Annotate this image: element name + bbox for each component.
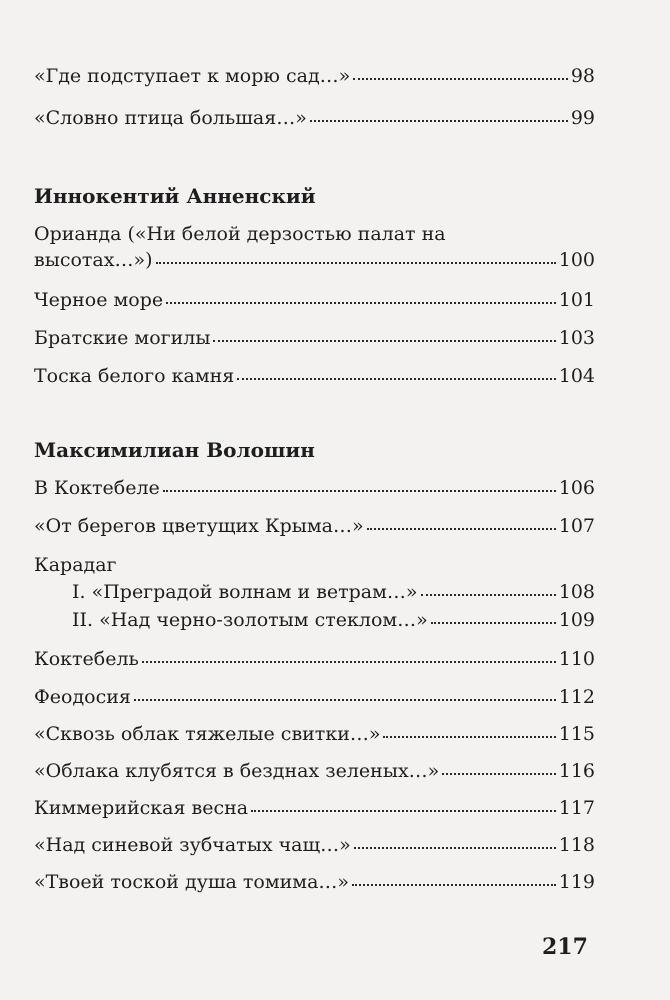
dot-leader xyxy=(442,769,555,775)
dot-leader xyxy=(367,524,556,530)
toc-entry xyxy=(34,833,595,857)
toc-entry-page: 107 xyxy=(558,515,595,537)
toc-entry-title: «Облака клубятся в безднах зеленых…» xyxy=(34,760,440,782)
toc-entry-page: 104 xyxy=(558,365,595,387)
dot-leader xyxy=(166,298,556,304)
toc-entry xyxy=(34,514,595,538)
dot-leader xyxy=(353,74,568,80)
toc-entry-title: «Словно птица большая…» xyxy=(34,107,307,129)
toc-entry xyxy=(34,647,595,671)
toc-entry-page: 101 xyxy=(558,289,595,311)
toc-entry xyxy=(34,476,595,500)
toc-entry-title-line1: Ориандa («Ни белой дерзостью палат на xyxy=(34,223,446,245)
toc-entry-page: 106 xyxy=(558,477,595,499)
toc-entry-title: В Коктебеле xyxy=(34,477,160,499)
toc-entry-page: 119 xyxy=(558,871,595,893)
dot-leader xyxy=(237,374,555,380)
dot-leader xyxy=(383,732,555,738)
toc-entry xyxy=(34,106,595,130)
toc-entry-title: «От берегов цветущих Крыма…» xyxy=(34,515,364,537)
toc-entry xyxy=(34,685,595,709)
dot-leader xyxy=(310,116,568,122)
toc-entry-title: Феодосия xyxy=(34,686,131,708)
toc-entry-page: 98 xyxy=(570,65,595,87)
toc-entry-page: 118 xyxy=(558,834,595,856)
toc-entry-title: «Сквозь облак тяжелые свитки…» xyxy=(34,723,381,745)
dot-leader xyxy=(213,336,555,342)
toc-entry xyxy=(34,870,595,894)
toc-entry-title: «Твоей тоской душа томима…» xyxy=(34,871,350,893)
toc-entry-page: 115 xyxy=(558,723,595,745)
toc-subentry xyxy=(72,608,595,632)
author-heading-voloshin: Максимилиан Волошин xyxy=(34,438,315,462)
toc-entry-title: I. «Преградой волнам и ветрам…» xyxy=(72,581,418,603)
toc-entry-title: Коктебель xyxy=(34,648,139,670)
toc-entry-title: «Где подступает к морю сад…» xyxy=(34,65,351,87)
toc-entry-page: 103 xyxy=(558,327,595,349)
toc-entry-title-line2: высотах…») xyxy=(34,249,153,271)
toc-entry-page: 112 xyxy=(558,686,595,708)
page-number: 217 xyxy=(542,934,588,960)
toc-entry xyxy=(34,364,595,388)
toc-entry-title: «Над синевой зубчатых чащ…» xyxy=(34,834,351,856)
toc-entry-title: Тоска белого камня xyxy=(34,365,235,387)
dot-leader xyxy=(352,880,556,886)
dot-leader xyxy=(163,486,556,492)
toc-entry-page: 109 xyxy=(558,609,595,631)
toc-group-title: Карадаг xyxy=(34,554,117,576)
toc-entry-title: Киммерийская весна xyxy=(34,797,249,819)
toc-entry xyxy=(34,64,595,88)
toc-entry xyxy=(34,722,595,746)
toc-entry xyxy=(34,288,595,312)
toc-entry-page: 99 xyxy=(570,107,595,129)
toc-entry-page: 116 xyxy=(558,760,595,782)
toc-subentry xyxy=(72,580,595,604)
toc-entry-title: Черное море xyxy=(34,289,164,311)
dot-leader xyxy=(354,843,556,849)
dot-leader xyxy=(142,657,556,663)
dot-leader xyxy=(421,590,556,596)
toc-entry-title: Братские могилы xyxy=(34,327,211,349)
toc-entry-title: II. «Над черно-золотым стеклом…» xyxy=(72,609,428,631)
author-heading-annensky: Иннокентий Анненский xyxy=(34,184,316,208)
dot-leader xyxy=(251,806,556,812)
toc-entry-page: 110 xyxy=(558,648,595,670)
dot-leader xyxy=(156,258,556,264)
dot-leader xyxy=(134,695,556,701)
toc-entry xyxy=(34,759,595,783)
toc-entry-page: 100 xyxy=(558,249,595,271)
toc-entry xyxy=(34,796,595,820)
toc-entry-page: 108 xyxy=(558,581,595,603)
toc-entry xyxy=(34,326,595,350)
toc-entry xyxy=(34,248,595,272)
toc-entry-page: 117 xyxy=(558,797,595,819)
dot-leader xyxy=(431,618,556,624)
